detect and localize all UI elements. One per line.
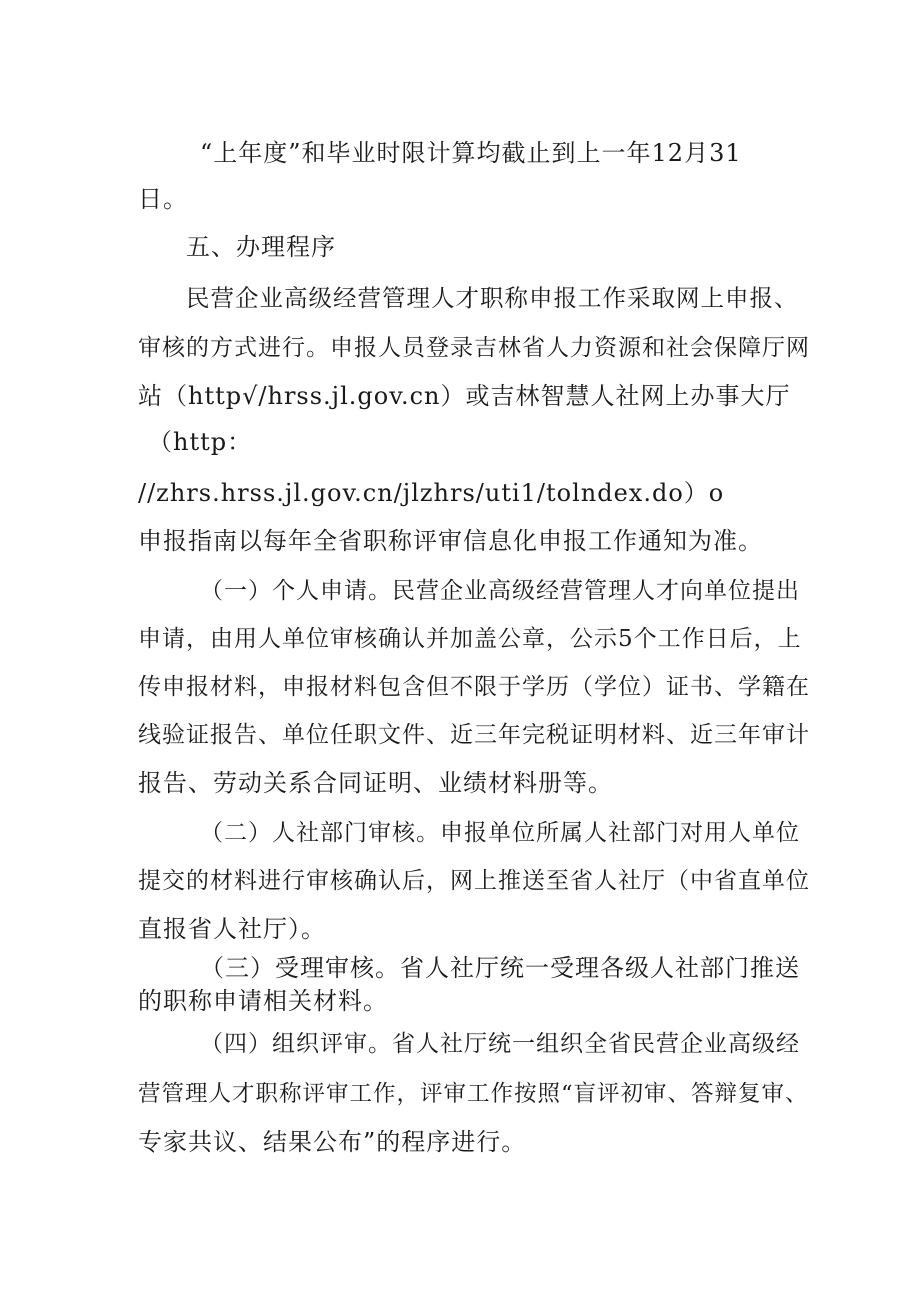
- text-line: 专家共议、结果公布”的程序进行。: [138, 1128, 527, 1156]
- text-line: （二）人社部门审核。申报单位所属人社部门对用人单位: [200, 820, 800, 846]
- text-line: 提交的材料进行审核确认后，网上推送至省人社厅（中省直单位: [138, 868, 810, 894]
- text-line: （http：: [148, 428, 253, 456]
- text-line: //zhrs.hrss.jl.gov.cn/jlzhrs/uti1/tolndex.do）o: [138, 479, 725, 507]
- text-line: （一）个人申请。民营企业高级经营管理人才向单位提出: [200, 578, 800, 604]
- text-line: 传申报材料，申报材料包含但不限于学历（学位）证书、学籍在: [138, 674, 810, 700]
- text-line: 直报省人社厅）。: [138, 915, 326, 943]
- text-line: （四）组织评审。省人社厅统一组织全省民营企业高级经: [200, 1031, 800, 1057]
- text-line: 的职称申请相关材料。: [138, 987, 388, 1015]
- text-line: 申请，由用人单位审核确认并加盖公章，公示5个工作日后，上: [138, 626, 802, 652]
- section-heading: 五、办理程序: [186, 233, 336, 261]
- text-line: 营管理人才职称评审工作，评审工作按照“盲评初审、答辩复审、: [138, 1081, 809, 1107]
- text-line: 线验证报告、单位任职文件、近三年完税证明材料、近三年审计: [138, 722, 810, 748]
- text-line: 站（http√/hrss.jl.gov.cn）或吉林智慧人社网上办事大厅: [138, 382, 791, 410]
- text-line: 报告、劳动关系合同证明、业绩材料册等。: [138, 769, 613, 797]
- text-line: 日。: [138, 185, 188, 213]
- text-line: 审核的方式进行。申报人员登录吉林省人力资源和社会保障厅网: [138, 335, 810, 361]
- text-line: “上年度”和毕业时限计算均截止到上一年12月31: [200, 139, 742, 167]
- text-line: 民营企业高级经营管理人才职称申报工作采取网上申报、: [186, 284, 799, 312]
- text-line: （三）受理审核。省人社厅统一受理各级人社部门推送: [200, 954, 800, 982]
- text-line: 申报指南以每年全省职称评审信息化申报工作通知为准。: [138, 527, 763, 555]
